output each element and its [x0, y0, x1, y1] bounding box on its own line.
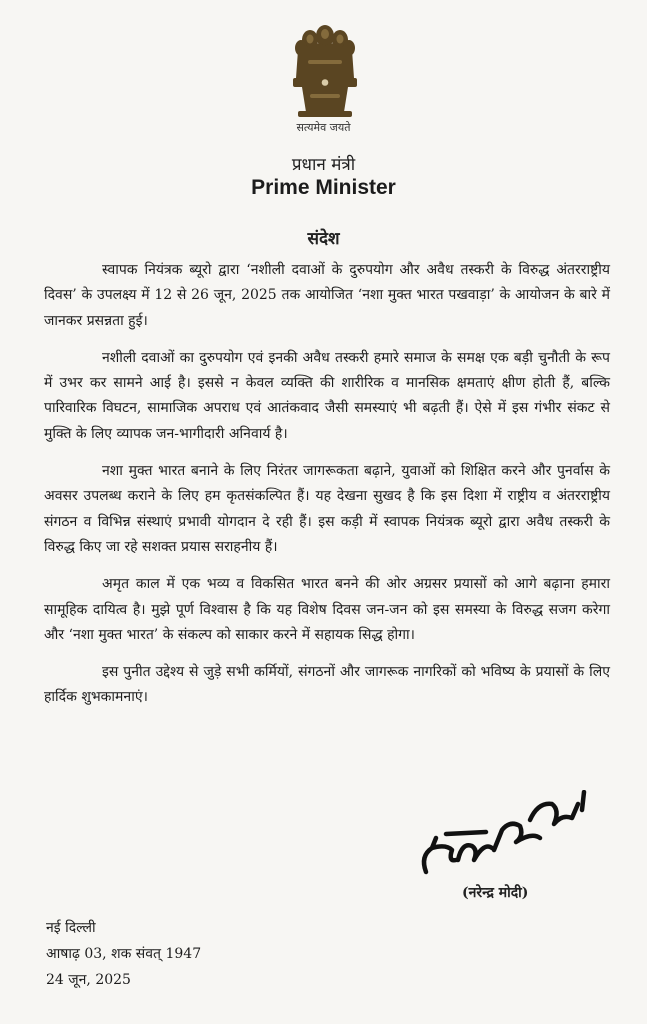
national-emblem-icon: [280, 20, 370, 120]
message-body: [44, 258, 610, 723]
message-paragraph-2: नशीली दवाओं का दुरुपयोग एवं इनकी अवैध तस्करी हमारे समाज के समक्ष एक बड़ी चुनौती के रूप में उभर कर सामने आई है। इससे न केवल व्यक्ति की शारीरिक व मानसिक क्षमताएं क्षीण होती हैं, बल्कि पारिवारिक विघटन, सामाजिक अपराध एवं आतंकवाद जैसी समस्याएं भी बढ़ती हैं। ऐसे में इस गंभीर संकट से मुक्ति के लिए व्यापक जन-भागीदारी अनिवार्य है।: [44, 349, 610, 442]
signer-name: (नरेन्द्र मोदी): [462, 885, 529, 901]
emblem-motto: सत्यमेव जयते: [296, 121, 351, 134]
office-title-english: Prime Minister: [251, 176, 396, 199]
footer-date: 24 जून, 2025: [46, 972, 131, 988]
message-paragraph-3: नशा मुक्त भारत बनाने के लिए निरंतर जागरूकता बढ़ाने, युवाओं को शिक्षित करने और पुनर्वास के अवसर उपलब्ध कराने के लिए हम कृतसंकल्पित हैं। यह देखना सुखद है कि इस दिशा में राष्ट्रीय व अंतरराष्ट्रीय संगठन व विभिन्न संस्थाएं प्रभावी योगदान दे रही हैं। इस कड़ी में स्वापक नियंत्रक ब्यूरो द्वारा अवैध तस्करी के विरुद्ध किए जा रहे सशक्त प्रयास सराहनीय हैं।: [44, 463, 610, 555]
footer-hindu-date: आषाढ़ 03, शक संवत् 1947: [46, 946, 202, 962]
footer-place: नई दिल्ली: [46, 920, 96, 936]
message-heading: संदेश: [307, 229, 340, 249]
message-paragraph-5: इस पुनीत उद्देश्य से जुड़े सभी कर्मियों, संगठनों और जागरूक नागरिकों को भविष्य के प्रयासों के लिए हार्दिक शुभकामनाएं।: [44, 664, 610, 706]
handwritten-signature-icon: [412, 790, 602, 882]
message-paragraph-1: स्वापक नियंत्रक ब्यूरो द्वारा ‘नशीली दवाओं के दुरुपयोग और अवैध तस्करी के विरुद्ध अंतरराष्ट्रीय दिवस’ के उपलक्ष्य में 12 से 26 जून, 2025 तक आयोजित ‘नशा मुक्त भारत पखवाड़ा’ के आयोजन के बारे में जानकर प्रसन्नता हुई।: [44, 262, 610, 329]
letter-footer: [46, 915, 201, 993]
office-title-hindi: प्रधान मंत्री: [291, 155, 356, 175]
message-paragraph-4: अमृत काल में एक भव्य व विकसित भारत बनने की ओर अग्रसर प्रयासों को आगे बढ़ाना हमारा सामूहिक दायित्व है। मुझे पूर्ण विश्वास है कि यह विशेष दिवस जन-जन को इस समस्या के विरुद्ध सजग करेगा और ‘नशा मुक्त भारत’ के संकल्प को साकार करने में सहायक सिद्ध होगा।: [44, 576, 610, 643]
